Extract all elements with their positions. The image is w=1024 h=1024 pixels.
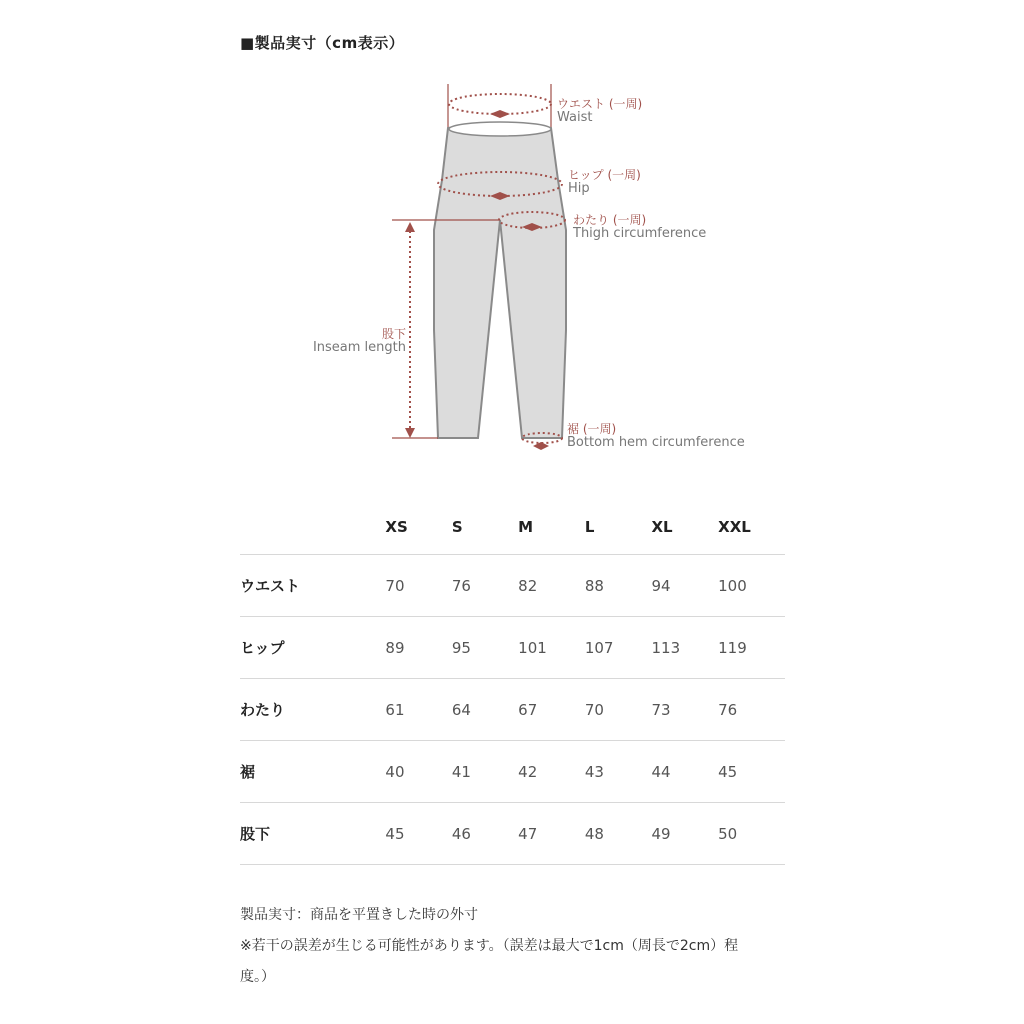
row-label: ウエスト [240, 577, 301, 595]
cell: 94 [651, 576, 671, 595]
row-label: 股下 [240, 825, 271, 843]
table-row-hip [240, 617, 785, 679]
header-size-xs: XS [385, 518, 408, 536]
cell: 113 [651, 638, 681, 657]
waist-label: ウエスト (一周) Waist [557, 97, 643, 125]
header-empty [240, 500, 385, 555]
cell: 101 [518, 638, 547, 657]
header-size-l: L [584, 518, 595, 536]
cell: 44 [651, 762, 671, 781]
header-size-m: M [518, 518, 534, 536]
cell: 67 [518, 700, 538, 719]
cell: 76 [451, 576, 471, 595]
row-label: わたり [240, 701, 286, 719]
size-table [240, 500, 785, 865]
cell: 45 [718, 762, 738, 781]
cell: 42 [518, 762, 538, 781]
cell: 50 [718, 824, 738, 843]
row-label: ヒップ [240, 639, 285, 657]
cell: 76 [718, 700, 738, 719]
hem-label: 裾 (一周) Bottom hem circumference [567, 422, 745, 450]
cell: 46 [451, 824, 471, 843]
measurement-notes [240, 900, 760, 993]
cell: 45 [385, 824, 405, 843]
cell: 100 [718, 576, 747, 595]
header-size-xxl: XXL [718, 518, 751, 536]
cell: 61 [385, 700, 405, 719]
pants-measurement-diagram [300, 80, 760, 480]
size-header-row [240, 500, 785, 555]
inseam-label: 股下 Inseam length [312, 327, 406, 355]
cell: 40 [385, 762, 405, 781]
hip-label: ヒップ (一周) Hip [568, 168, 641, 196]
cell: 43 [584, 762, 604, 781]
cell: 73 [651, 700, 671, 719]
cell: 95 [451, 638, 471, 657]
table-row-thigh [240, 679, 785, 741]
thigh-label: わたり (一周) Thigh circumference [573, 213, 707, 241]
cell: 41 [451, 762, 471, 781]
cell: 47 [518, 824, 538, 843]
cell: 70 [385, 576, 405, 595]
cell: 70 [584, 700, 604, 719]
header-size-xl: XL [651, 518, 673, 536]
cell: 119 [718, 638, 747, 657]
row-label: 裾 [240, 763, 256, 781]
note-tolerance: ※若干の誤差が生じる可能性があります。（誤差は最大で1cm（周長で2cm）程度。） [240, 938, 739, 985]
cell: 49 [651, 824, 671, 843]
cell: 64 [451, 700, 471, 719]
pants-illustration [300, 80, 760, 480]
table-row-hem [240, 741, 785, 803]
note-definition: 製品実寸：商品を平置きした時の外寸 [240, 907, 478, 923]
cell: 82 [518, 576, 538, 595]
table-row-inseam [240, 803, 785, 865]
table-row-waist [240, 555, 785, 617]
cell: 107 [584, 638, 614, 657]
page-title: ■製品実寸（cm表示） [240, 34, 405, 52]
cell: 89 [385, 638, 405, 657]
cell: 88 [584, 576, 604, 595]
header-size-s: S [451, 518, 463, 536]
cell: 48 [584, 824, 604, 843]
